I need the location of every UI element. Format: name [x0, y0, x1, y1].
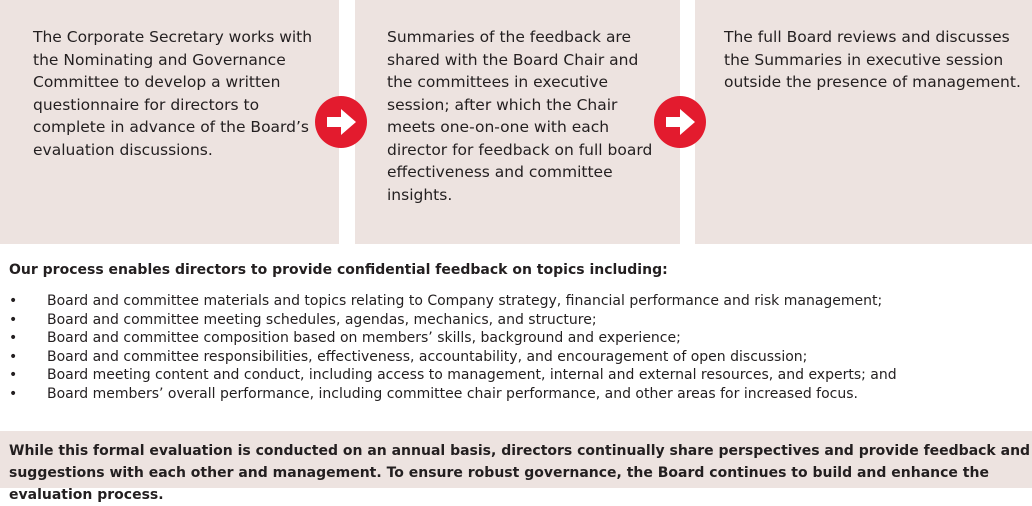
- bullet: •: [9, 293, 18, 309]
- process-step-1-text: The Corporate Secretary works with the Nominating and Governance Committee to develop a written questionnaire for directors to complete in advance of the Board’s evaluation discussions.: [33, 28, 313, 159]
- list-item: [9, 385, 897, 404]
- bullet: •: [9, 330, 18, 347]
- list-item-text: Board members’ overall performance, including committee chair performance, and other areas for increased focus.: [47, 385, 858, 402]
- process-step-2-text: Summaries of the feedback are shared with the Board Chair and the committees in executive session; after which the Chair meets one-on-one with each director for feedback on full board effectiveness and committee insights.: [387, 28, 653, 204]
- list-item-text: Board meeting content and conduct, including access to management, internal and external resources, and experts; and: [47, 367, 897, 384]
- bullet: •: [9, 311, 18, 328]
- list-item: [9, 366, 897, 385]
- topics-list: [9, 292, 897, 404]
- list-item: [9, 348, 897, 367]
- process-step-3: [695, 0, 1032, 244]
- evaluation-summary-footer: While this formal evaluation is conducted on an annual basis, directors continually share perspectives and provide feedback and suggestions with each other and management. To ensure robust governance, the Board continues to build and enhance the evaluation process.: [0, 431, 1032, 488]
- list-item-text: Board and committee materials and topics relating to Company strategy, financial performance and risk management;: [47, 293, 883, 309]
- process-step-2: [355, 0, 680, 244]
- list-item: [9, 311, 897, 330]
- bullet: •: [9, 348, 18, 365]
- list-item-text: Board and committee meeting schedules, agendas, mechanics, and structure;: [47, 311, 597, 328]
- right-arrow-icon: [654, 96, 706, 148]
- list-item: [9, 292, 897, 311]
- list-item-text: Board and committee composition based on members’ skills, background and experience;: [47, 330, 681, 347]
- list-item-text: Board and committee responsibilities, effectiveness, accountability, and encouragement of open discussion;: [47, 348, 808, 365]
- bullet: •: [9, 385, 18, 402]
- right-arrow-icon: [315, 96, 367, 148]
- process-step-1: [0, 0, 339, 244]
- bullet: •: [9, 367, 18, 384]
- list-item: [9, 329, 897, 348]
- process-step-3-text: The full Board reviews and discusses the Summaries in executive session outside the presence of management.: [724, 28, 1021, 91]
- topics-intro-heading: Our process enables directors to provide confidential feedback on topics including:: [9, 262, 668, 278]
